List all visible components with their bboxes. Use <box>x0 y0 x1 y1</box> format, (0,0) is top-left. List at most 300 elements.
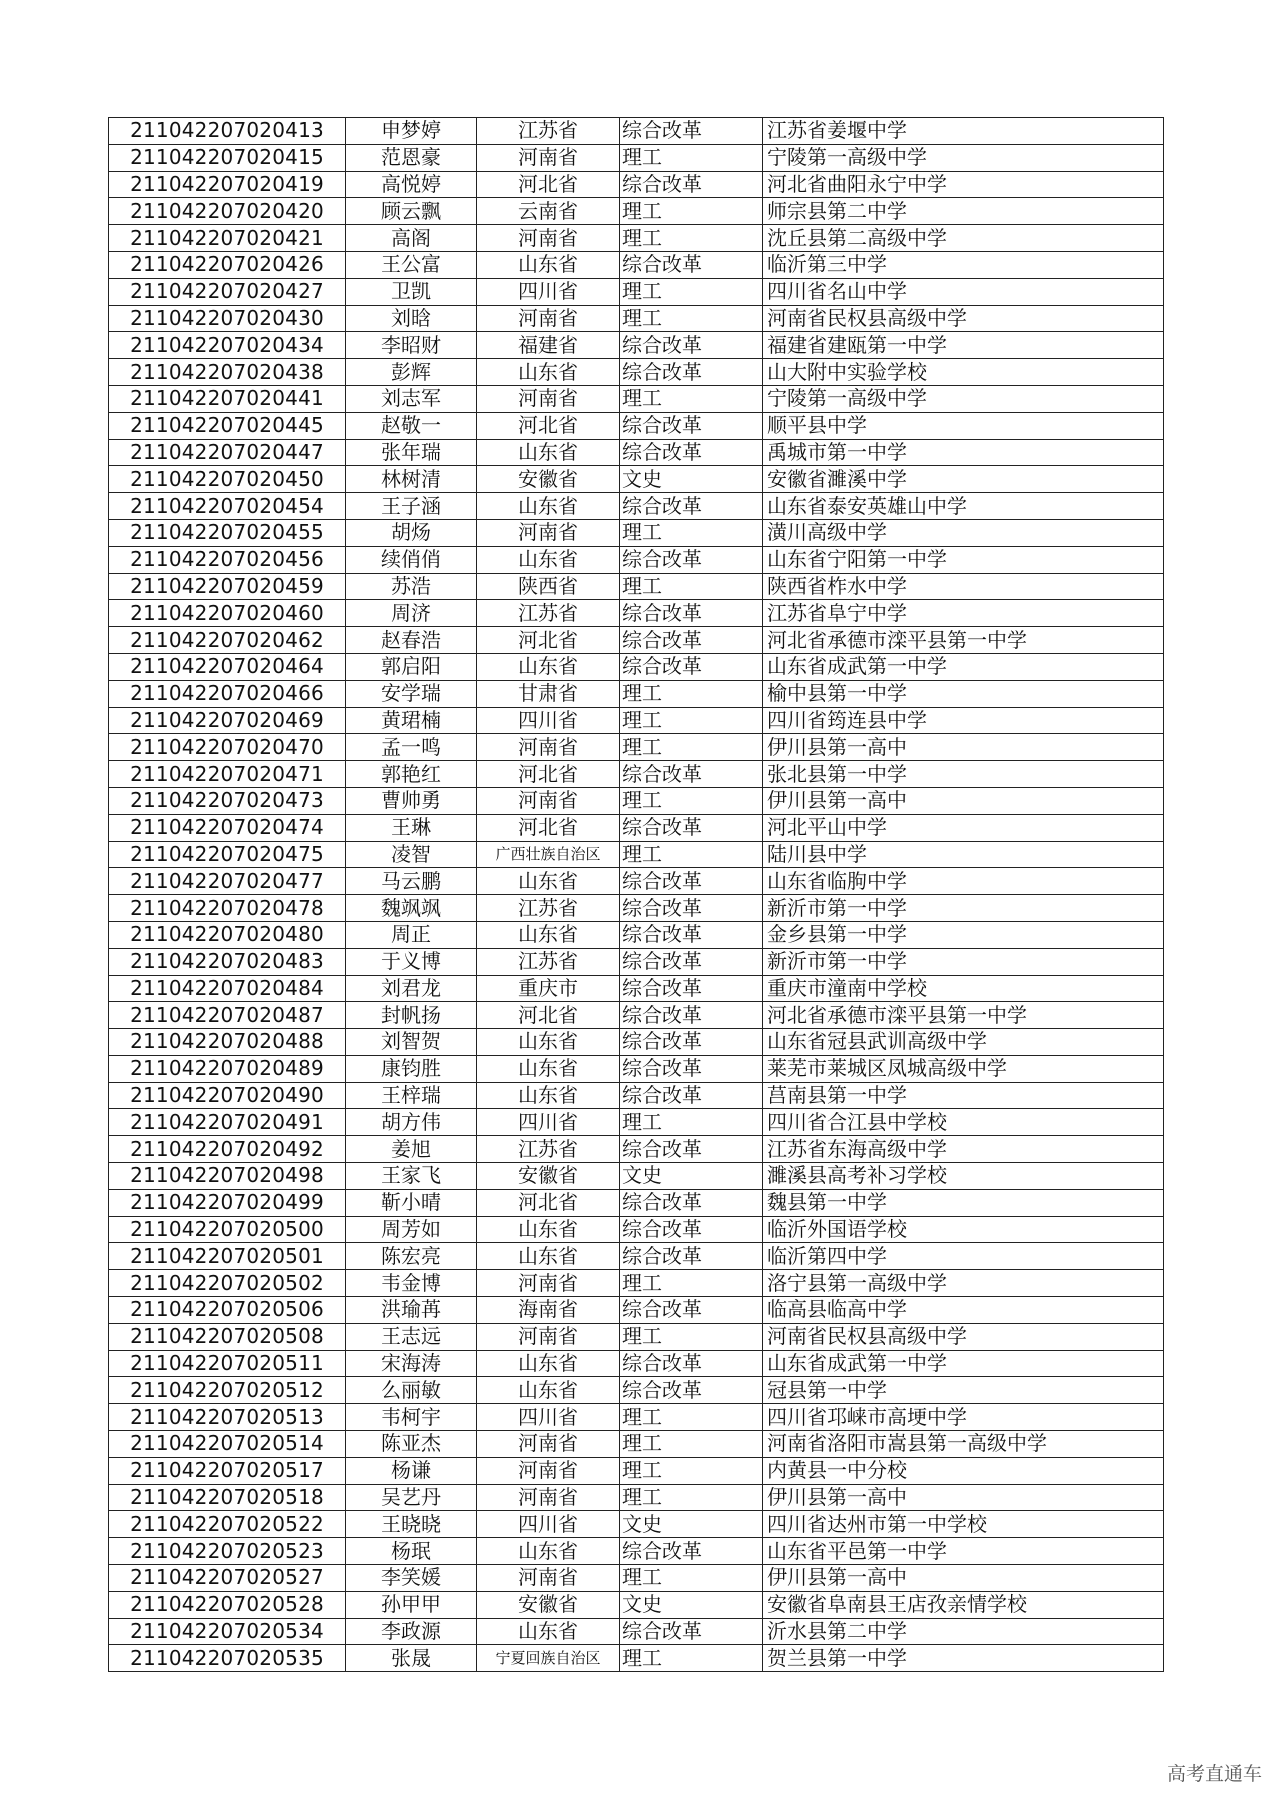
student-name-cell: 申梦婷 <box>346 118 477 145</box>
subject-type-cell: 理工 <box>620 787 763 814</box>
student-name-cell: 马云鹏 <box>346 868 477 895</box>
exam-id-cell: 211042207020426 <box>109 251 346 278</box>
subject-type-cell: 理工 <box>620 841 763 868</box>
school-cell: 四川省合江县中学校 <box>763 1109 1164 1136</box>
subject-type-cell: 综合改革 <box>620 975 763 1002</box>
province-cell: 河南省 <box>477 1484 620 1511</box>
school-cell: 宁陵第一高级中学 <box>763 385 1164 412</box>
school-cell: 河南省洛阳市嵩县第一高级中学 <box>763 1431 1164 1458</box>
student-name-cell: 宋海涛 <box>346 1350 477 1377</box>
student-name-cell: 张晟 <box>346 1645 477 1672</box>
subject-type-cell: 综合改革 <box>620 1243 763 1270</box>
exam-id-cell: 211042207020447 <box>109 439 346 466</box>
exam-id-cell: 211042207020492 <box>109 1136 346 1163</box>
table-row <box>109 1618 1164 1645</box>
table-row <box>109 1002 1164 1029</box>
school-cell: 金乡县第一中学 <box>763 921 1164 948</box>
exam-id-cell: 211042207020483 <box>109 948 346 975</box>
exam-id-cell: 211042207020470 <box>109 734 346 761</box>
exam-id-cell: 211042207020415 <box>109 144 346 171</box>
province-cell: 河南省 <box>477 1457 620 1484</box>
province-cell: 山东省 <box>477 1029 620 1056</box>
subject-type-cell: 综合改革 <box>620 600 763 627</box>
exam-id-cell: 211042207020501 <box>109 1243 346 1270</box>
subject-type-cell: 理工 <box>620 680 763 707</box>
subject-type-cell: 综合改革 <box>620 814 763 841</box>
province-cell: 江苏省 <box>477 118 620 145</box>
student-name-cell: 魏飒飒 <box>346 895 477 922</box>
student-name-cell: 赵敬一 <box>346 412 477 439</box>
province-cell: 甘肃省 <box>477 680 620 707</box>
student-name-cell: 林树清 <box>346 466 477 493</box>
school-cell: 山东省宁阳第一中学 <box>763 546 1164 573</box>
table-row <box>109 1136 1164 1163</box>
province-cell: 山东省 <box>477 1350 620 1377</box>
table-row <box>109 171 1164 198</box>
table-row <box>109 1270 1164 1297</box>
subject-type-cell: 综合改革 <box>620 1297 763 1324</box>
table-row <box>109 359 1164 386</box>
exam-id-cell: 211042207020475 <box>109 841 346 868</box>
province-cell: 山东省 <box>477 868 620 895</box>
subject-type-cell: 综合改革 <box>620 251 763 278</box>
table-row <box>109 1645 1164 1672</box>
subject-type-cell: 文史 <box>620 466 763 493</box>
table-row <box>109 975 1164 1002</box>
student-name-cell: 胡炀 <box>346 519 477 546</box>
exam-id-cell: 211042207020490 <box>109 1082 346 1109</box>
school-cell: 伊川县第一高中 <box>763 734 1164 761</box>
student-name-cell: 刘晗 <box>346 305 477 332</box>
school-cell: 临高县临高中学 <box>763 1297 1164 1324</box>
school-cell: 伊川县第一高中 <box>763 1565 1164 1592</box>
exam-id-cell: 211042207020502 <box>109 1270 346 1297</box>
table-row <box>109 332 1164 359</box>
province-cell: 山东省 <box>477 251 620 278</box>
school-cell: 濉溪县高考补习学校 <box>763 1163 1164 1190</box>
province-cell: 河北省 <box>477 814 620 841</box>
subject-type-cell: 文史 <box>620 1591 763 1618</box>
student-name-cell: 洪瑜苒 <box>346 1297 477 1324</box>
student-name-cell: 赵春浩 <box>346 627 477 654</box>
province-cell: 河北省 <box>477 1002 620 1029</box>
school-cell: 河北平山中学 <box>763 814 1164 841</box>
table-row <box>109 493 1164 520</box>
subject-type-cell: 理工 <box>620 519 763 546</box>
student-name-cell: 康钧胜 <box>346 1055 477 1082</box>
student-name-cell: 李笑媛 <box>346 1565 477 1592</box>
table-row <box>109 921 1164 948</box>
subject-type-cell: 综合改革 <box>620 627 763 654</box>
school-cell: 临沂第三中学 <box>763 251 1164 278</box>
table-row <box>109 1350 1164 1377</box>
student-name-cell: 彭辉 <box>346 359 477 386</box>
province-cell: 四川省 <box>477 278 620 305</box>
province-cell: 河南省 <box>477 385 620 412</box>
table-row <box>109 1297 1164 1324</box>
student-name-cell: 续俏俏 <box>346 546 477 573</box>
province-cell: 山东省 <box>477 359 620 386</box>
exam-id-cell: 211042207020487 <box>109 1002 346 1029</box>
school-cell: 福建省建瓯第一中学 <box>763 332 1164 359</box>
student-name-cell: 吴艺丹 <box>346 1484 477 1511</box>
exam-id-cell: 211042207020518 <box>109 1484 346 1511</box>
student-name-cell: 周正 <box>346 921 477 948</box>
student-name-cell: 安学瑞 <box>346 680 477 707</box>
subject-type-cell: 综合改革 <box>620 1618 763 1645</box>
subject-type-cell: 理工 <box>620 1645 763 1672</box>
province-cell: 山东省 <box>477 1216 620 1243</box>
province-cell: 宁夏回族自治区 <box>477 1645 620 1672</box>
province-cell: 安徽省 <box>477 1163 620 1190</box>
subject-type-cell: 综合改革 <box>620 118 763 145</box>
student-name-cell: 刘志军 <box>346 385 477 412</box>
exam-id-cell: 211042207020438 <box>109 359 346 386</box>
province-cell: 福建省 <box>477 332 620 359</box>
school-cell: 陕西省柞水中学 <box>763 573 1164 600</box>
student-name-cell: 高悦婷 <box>346 171 477 198</box>
table-row <box>109 1029 1164 1056</box>
province-cell: 四川省 <box>477 707 620 734</box>
exam-id-cell: 211042207020462 <box>109 627 346 654</box>
subject-type-cell: 综合改革 <box>620 546 763 573</box>
province-cell: 河南省 <box>477 1323 620 1350</box>
student-name-cell: 杨谦 <box>346 1457 477 1484</box>
school-cell: 伊川县第一高中 <box>763 1484 1164 1511</box>
province-cell: 江苏省 <box>477 600 620 627</box>
table-row <box>109 385 1164 412</box>
table-row <box>109 466 1164 493</box>
subject-type-cell: 综合改革 <box>620 1216 763 1243</box>
province-cell: 河南省 <box>477 734 620 761</box>
province-cell: 山东省 <box>477 439 620 466</box>
province-cell: 山东省 <box>477 1377 620 1404</box>
student-name-cell: 杨珉 <box>346 1538 477 1565</box>
school-cell: 河南省民权县高级中学 <box>763 305 1164 332</box>
exam-id-cell: 211042207020534 <box>109 1618 346 1645</box>
province-cell: 河南省 <box>477 225 620 252</box>
table-row <box>109 225 1164 252</box>
subject-type-cell: 综合改革 <box>620 1538 763 1565</box>
province-cell: 广西壮族自治区 <box>477 841 620 868</box>
student-name-cell: 王子涵 <box>346 493 477 520</box>
subject-type-cell: 理工 <box>620 734 763 761</box>
table-row <box>109 653 1164 680</box>
subject-type-cell: 综合改革 <box>620 1002 763 1029</box>
exam-id-cell: 211042207020500 <box>109 1216 346 1243</box>
school-cell: 河北省承德市滦平县第一中学 <box>763 1002 1164 1029</box>
province-cell: 河南省 <box>477 1431 620 1458</box>
subject-type-cell: 综合改革 <box>620 1350 763 1377</box>
province-cell: 四川省 <box>477 1404 620 1431</box>
subject-type-cell: 理工 <box>620 573 763 600</box>
province-cell: 云南省 <box>477 198 620 225</box>
school-cell: 新沂市第一中学 <box>763 948 1164 975</box>
table-row <box>109 198 1164 225</box>
subject-type-cell: 综合改革 <box>620 439 763 466</box>
exam-id-cell: 211042207020441 <box>109 385 346 412</box>
school-cell: 安徽省阜南县王店孜亲情学校 <box>763 1591 1164 1618</box>
student-name-cell: 李昭财 <box>346 332 477 359</box>
table-row <box>109 734 1164 761</box>
province-cell: 河北省 <box>477 761 620 788</box>
school-cell: 山东省平邑第一中学 <box>763 1538 1164 1565</box>
table-row <box>109 1216 1164 1243</box>
subject-type-cell: 综合改革 <box>620 921 763 948</box>
exam-id-cell: 211042207020473 <box>109 787 346 814</box>
exam-id-cell: 211042207020445 <box>109 412 346 439</box>
student-name-cell: 凌智 <box>346 841 477 868</box>
subject-type-cell: 理工 <box>620 1457 763 1484</box>
school-cell: 宁陵第一高级中学 <box>763 144 1164 171</box>
province-cell: 四川省 <box>477 1511 620 1538</box>
school-cell: 冠县第一中学 <box>763 1377 1164 1404</box>
school-cell: 山东省泰安英雄山中学 <box>763 493 1164 520</box>
subject-type-cell: 综合改革 <box>620 332 763 359</box>
exam-id-cell: 211042207020523 <box>109 1538 346 1565</box>
school-cell: 河南省民权县高级中学 <box>763 1323 1164 1350</box>
table-row <box>109 761 1164 788</box>
table-row <box>109 627 1164 654</box>
exam-id-cell: 211042207020517 <box>109 1457 346 1484</box>
student-name-cell: 韦金博 <box>346 1270 477 1297</box>
school-cell: 河北省承德市滦平县第一中学 <box>763 627 1164 654</box>
student-name-cell: 郭启阳 <box>346 653 477 680</box>
student-name-cell: 卫凯 <box>346 278 477 305</box>
subject-type-cell: 综合改革 <box>620 1029 763 1056</box>
subject-type-cell: 理工 <box>620 225 763 252</box>
province-cell: 山东省 <box>477 1538 620 1565</box>
exam-id-cell: 211042207020427 <box>109 278 346 305</box>
subject-type-cell: 综合改革 <box>620 948 763 975</box>
exam-id-cell: 211042207020420 <box>109 198 346 225</box>
exam-id-cell: 211042207020466 <box>109 680 346 707</box>
province-cell: 安徽省 <box>477 466 620 493</box>
subject-type-cell: 理工 <box>620 198 763 225</box>
school-cell: 山东省成武第一中学 <box>763 1350 1164 1377</box>
school-cell: 临沂外国语学校 <box>763 1216 1164 1243</box>
exam-id-cell: 211042207020508 <box>109 1323 346 1350</box>
student-name-cell: 苏浩 <box>346 573 477 600</box>
table-row <box>109 948 1164 975</box>
subject-type-cell: 理工 <box>620 1484 763 1511</box>
subject-type-cell: 综合改革 <box>620 1377 763 1404</box>
exam-id-cell: 211042207020506 <box>109 1297 346 1324</box>
school-cell: 榆中县第一中学 <box>763 680 1164 707</box>
table-row <box>109 118 1164 145</box>
exam-id-cell: 211042207020491 <box>109 1109 346 1136</box>
table-row <box>109 439 1164 466</box>
table-row <box>109 546 1164 573</box>
admission-list-table <box>108 117 1164 1672</box>
subject-type-cell: 理工 <box>620 707 763 734</box>
school-cell: 江苏省东海高级中学 <box>763 1136 1164 1163</box>
table-row <box>109 868 1164 895</box>
table-row <box>109 1511 1164 1538</box>
exam-id-cell: 211042207020450 <box>109 466 346 493</box>
school-cell: 陆川县中学 <box>763 841 1164 868</box>
province-cell: 河南省 <box>477 1565 620 1592</box>
student-name-cell: 胡方伟 <box>346 1109 477 1136</box>
province-cell: 山东省 <box>477 493 620 520</box>
student-name-cell: 靳小晴 <box>346 1189 477 1216</box>
exam-id-cell: 211042207020527 <box>109 1565 346 1592</box>
student-name-cell: 顾云飘 <box>346 198 477 225</box>
school-cell: 新沂市第一中学 <box>763 895 1164 922</box>
watermark: 高考直通车 <box>1166 1763 1262 1785</box>
school-cell: 四川省达州市第一中学校 <box>763 1511 1164 1538</box>
school-cell: 禹城市第一中学 <box>763 439 1164 466</box>
exam-id-cell: 211042207020455 <box>109 519 346 546</box>
exam-id-cell: 211042207020488 <box>109 1029 346 1056</box>
province-cell: 重庆市 <box>477 975 620 1002</box>
province-cell: 河南省 <box>477 1270 620 1297</box>
province-cell: 四川省 <box>477 1109 620 1136</box>
student-name-cell: 刘智贺 <box>346 1029 477 1056</box>
table-row <box>109 1565 1164 1592</box>
subject-type-cell: 理工 <box>620 1565 763 1592</box>
exam-id-cell: 211042207020489 <box>109 1055 346 1082</box>
province-cell: 山东省 <box>477 1618 620 1645</box>
subject-type-cell: 理工 <box>620 1431 763 1458</box>
exam-id-cell: 211042207020477 <box>109 868 346 895</box>
exam-id-cell: 211042207020430 <box>109 305 346 332</box>
table-row <box>109 519 1164 546</box>
exam-id-cell: 211042207020421 <box>109 225 346 252</box>
subject-type-cell: 理工 <box>620 278 763 305</box>
table-row <box>109 1109 1164 1136</box>
exam-id-cell: 211042207020512 <box>109 1377 346 1404</box>
exam-id-cell: 211042207020464 <box>109 653 346 680</box>
student-name-cell: 王梓瑞 <box>346 1082 477 1109</box>
student-name-cell: 李政源 <box>346 1618 477 1645</box>
table-row <box>109 1189 1164 1216</box>
table-row <box>109 1591 1164 1618</box>
student-name-cell: 姜旭 <box>346 1136 477 1163</box>
exam-id-cell: 211042207020528 <box>109 1591 346 1618</box>
school-cell: 临沂第四中学 <box>763 1243 1164 1270</box>
subject-type-cell: 综合改革 <box>620 653 763 680</box>
student-name-cell: 曹帅勇 <box>346 787 477 814</box>
school-cell: 沂水县第二中学 <box>763 1618 1164 1645</box>
subject-type-cell: 综合改革 <box>620 895 763 922</box>
table-row <box>109 814 1164 841</box>
student-name-cell: 陈亚杰 <box>346 1431 477 1458</box>
student-name-cell: 刘君龙 <box>346 975 477 1002</box>
school-cell: 重庆市潼南中学校 <box>763 975 1164 1002</box>
province-cell: 山东省 <box>477 921 620 948</box>
table-row <box>109 680 1164 707</box>
school-cell: 师宗县第二中学 <box>763 198 1164 225</box>
table-row <box>109 1163 1164 1190</box>
table-row <box>109 305 1164 332</box>
school-cell: 顺平县中学 <box>763 412 1164 439</box>
exam-id-cell: 211042207020480 <box>109 921 346 948</box>
province-cell: 河南省 <box>477 519 620 546</box>
exam-id-cell: 211042207020469 <box>109 707 346 734</box>
subject-type-cell: 综合改革 <box>620 171 763 198</box>
student-name-cell: 张年瑞 <box>346 439 477 466</box>
school-cell: 江苏省姜堰中学 <box>763 118 1164 145</box>
exam-id-cell: 211042207020456 <box>109 546 346 573</box>
school-cell: 山大附中实验学校 <box>763 359 1164 386</box>
province-cell: 河北省 <box>477 1189 620 1216</box>
province-cell: 山东省 <box>477 546 620 573</box>
school-cell: 伊川县第一高中 <box>763 787 1164 814</box>
subject-type-cell: 理工 <box>620 1270 763 1297</box>
province-cell: 江苏省 <box>477 948 620 975</box>
subject-type-cell: 理工 <box>620 1404 763 1431</box>
subject-type-cell: 文史 <box>620 1163 763 1190</box>
table-row <box>109 1457 1164 1484</box>
student-name-cell: 陈宏亮 <box>346 1243 477 1270</box>
exam-id-cell: 211042207020474 <box>109 814 346 841</box>
student-name-cell: 高阁 <box>346 225 477 252</box>
table-row <box>109 841 1164 868</box>
province-cell: 河北省 <box>477 412 620 439</box>
table-row <box>109 1055 1164 1082</box>
table-row <box>109 1484 1164 1511</box>
subject-type-cell: 综合改革 <box>620 1136 763 1163</box>
student-name-cell: 王家飞 <box>346 1163 477 1190</box>
exam-id-cell: 211042207020459 <box>109 573 346 600</box>
subject-type-cell: 理工 <box>620 385 763 412</box>
school-cell: 魏县第一中学 <box>763 1189 1164 1216</box>
school-cell: 莒南县第一中学 <box>763 1082 1164 1109</box>
exam-id-cell: 211042207020460 <box>109 600 346 627</box>
subject-type-cell: 综合改革 <box>620 493 763 520</box>
table-row <box>109 1377 1164 1404</box>
province-cell: 江苏省 <box>477 895 620 922</box>
table-row <box>109 1323 1164 1350</box>
table-row <box>109 412 1164 439</box>
table-row <box>109 1538 1164 1565</box>
table-row <box>109 1404 1164 1431</box>
student-name-cell: 周芳如 <box>346 1216 477 1243</box>
student-name-cell: 孟一鸣 <box>346 734 477 761</box>
exam-id-cell: 211042207020471 <box>109 761 346 788</box>
school-cell: 内黄县一中分校 <box>763 1457 1164 1484</box>
subject-type-cell: 理工 <box>620 1323 763 1350</box>
subject-type-cell: 综合改革 <box>620 359 763 386</box>
exam-id-cell: 211042207020498 <box>109 1163 346 1190</box>
exam-id-cell: 211042207020513 <box>109 1404 346 1431</box>
school-cell: 四川省名山中学 <box>763 278 1164 305</box>
school-cell: 四川省邛崃市高埂中学 <box>763 1404 1164 1431</box>
province-cell: 陕西省 <box>477 573 620 600</box>
province-cell: 安徽省 <box>477 1591 620 1618</box>
student-name-cell: 封帆扬 <box>346 1002 477 1029</box>
student-name-cell: 范恩豪 <box>346 144 477 171</box>
province-cell: 山东省 <box>477 1082 620 1109</box>
province-cell: 河南省 <box>477 787 620 814</box>
exam-id-cell: 211042207020522 <box>109 1511 346 1538</box>
province-cell: 河北省 <box>477 627 620 654</box>
subject-type-cell: 综合改革 <box>620 868 763 895</box>
school-cell: 山东省临朐中学 <box>763 868 1164 895</box>
student-name-cell: 黄珺楠 <box>346 707 477 734</box>
school-cell: 莱芜市莱城区凤城高级中学 <box>763 1055 1164 1082</box>
exam-id-cell: 211042207020419 <box>109 171 346 198</box>
school-cell: 张北县第一中学 <box>763 761 1164 788</box>
school-cell: 潢川高级中学 <box>763 519 1164 546</box>
student-name-cell: 韦柯宇 <box>346 1404 477 1431</box>
table-row <box>109 251 1164 278</box>
table-row <box>109 1431 1164 1458</box>
table-row <box>109 895 1164 922</box>
subject-type-cell: 综合改革 <box>620 1189 763 1216</box>
subject-type-cell: 综合改革 <box>620 1055 763 1082</box>
